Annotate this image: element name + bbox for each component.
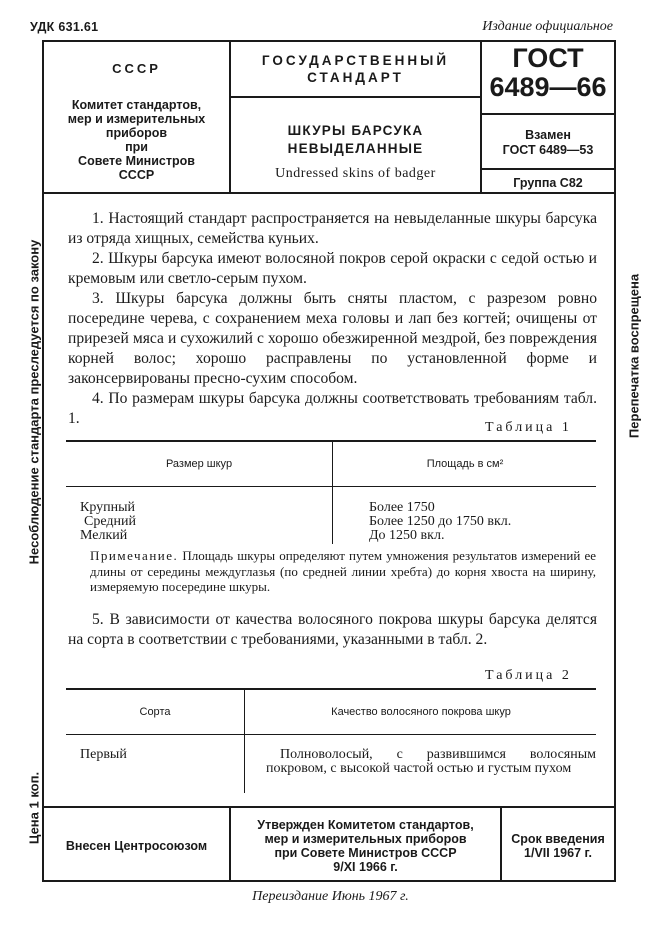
paragraphs-1-4: [68, 209, 597, 429]
title-column: [231, 42, 480, 192]
paragraph-2: 2. Шкуры барсука имеют волосяной покров серой окраски с седой остью и кремовым или светло-серым пухом.: [68, 250, 597, 287]
table-2-col-divider-body: [244, 735, 245, 793]
table-1-header-size: Размер шкур: [165, 458, 233, 470]
title-divider: [231, 96, 480, 98]
table-1-top-rule: [66, 440, 596, 442]
table-row: Мелкий: [80, 528, 128, 543]
table-1-header-rule: [66, 486, 596, 487]
table-2-header-grade: Сорта: [139, 706, 171, 718]
table-cell-area: Более 1750: [369, 500, 435, 515]
table-1-col-divider: [332, 441, 333, 486]
effective-date: Срок введения 1/VII 1967 г.: [511, 832, 605, 860]
document-title-english: Undressed skins of badger: [275, 166, 436, 181]
edition-label: Издание официальное: [482, 19, 613, 34]
table-1-note: Примечание. Площадь шкуры определяют путем умножения результатов измерений ее длины от середины междуглазья (по средней линии хребта) до корня хвоста на ширину, измеряемую посередине шкуры.: [90, 548, 596, 594]
header-box: [42, 40, 616, 194]
approved-by: Утвержден Комитетом стандартов, мер и измерительных приборов при Совете Министров СССР 9/XI 1966 г.: [257, 818, 474, 874]
country-label: СССР: [112, 61, 161, 76]
table-cell-area: До 1250 вкл.: [369, 528, 445, 543]
paragraph-5-block: [68, 610, 597, 650]
table-row: Первый: [80, 747, 127, 762]
table-row: Крупный: [80, 500, 136, 515]
introduced-by: Внесен Центросоюзом: [65, 839, 208, 853]
paragraph-3: 3. Шкуры барсука должны быть сняты пластом, с разрезом ровно посередине черева, с сохранением меха головы и лап без когтей; очищены от прирезей мяса и сухожилий с хорошо обезжиренной мездрой, без повреждения корней волос; хорошо расправлены по установленной форме и законсервированы пресно-сухим способом.: [68, 290, 597, 387]
table-2-header-quality: Качество волосяного покрова шкур: [331, 706, 511, 718]
group-code: Группа С82: [513, 176, 583, 190]
table-cell-quality: Полноволосый, с развившимся волосяным покровом, с высокой частой остью и густым пухом: [266, 747, 596, 776]
udk-code: УДК 631.61: [30, 20, 99, 34]
gost-column: [482, 42, 614, 192]
table-row: Средний: [84, 514, 136, 529]
paragraph-1: 1. Настоящий стандарт распространяется на невыделанные шкуры барсука из отряда хищных, семейства куньих.: [68, 210, 597, 247]
table-cell-area: Более 1250 до 1750 вкл.: [369, 514, 512, 529]
table-2-top-rule: [66, 688, 596, 690]
gost-divider: [482, 113, 614, 115]
replaces-info: Взамен ГОСТ 6489—53: [502, 128, 594, 157]
committee-name: Комитет стандартов, мер и измерительных приборов при Совете Министров СССР: [67, 98, 206, 182]
footer-box: [42, 806, 616, 882]
table-1-header-area: Площадь в см²: [426, 458, 504, 470]
state-standard-heading: ГОСУДАРСТВЕННЫЙ СТАНДАРТ: [261, 53, 450, 85]
paragraph-4: 4. По размерам шкуры барсука должны соответствовать требованиям табл. 1.: [68, 390, 597, 427]
reissue-note: Переиздание Июнь 1967 г.: [252, 889, 409, 904]
document-title: ШКУРЫ БАРСУКА НЕВЫДЕЛАННЫЕ: [287, 123, 424, 156]
paragraph-5: 5. В зависимости от качества волосяного покрова шкуры барсука делятся на сорта в соответствии с требованиями, указанными в табл. 2.: [68, 611, 597, 648]
table-1-col-divider-body: [332, 487, 333, 544]
table-1-label: Таблица 1: [485, 420, 572, 435]
table-2-header-rule: [66, 734, 596, 735]
issuer-column: [44, 42, 229, 192]
group-divider: [482, 168, 614, 170]
table-2-col-divider: [244, 689, 245, 734]
gost-number: ГОСТ 6489—66: [489, 43, 607, 102]
table-2-label: Таблица 2: [485, 668, 572, 683]
